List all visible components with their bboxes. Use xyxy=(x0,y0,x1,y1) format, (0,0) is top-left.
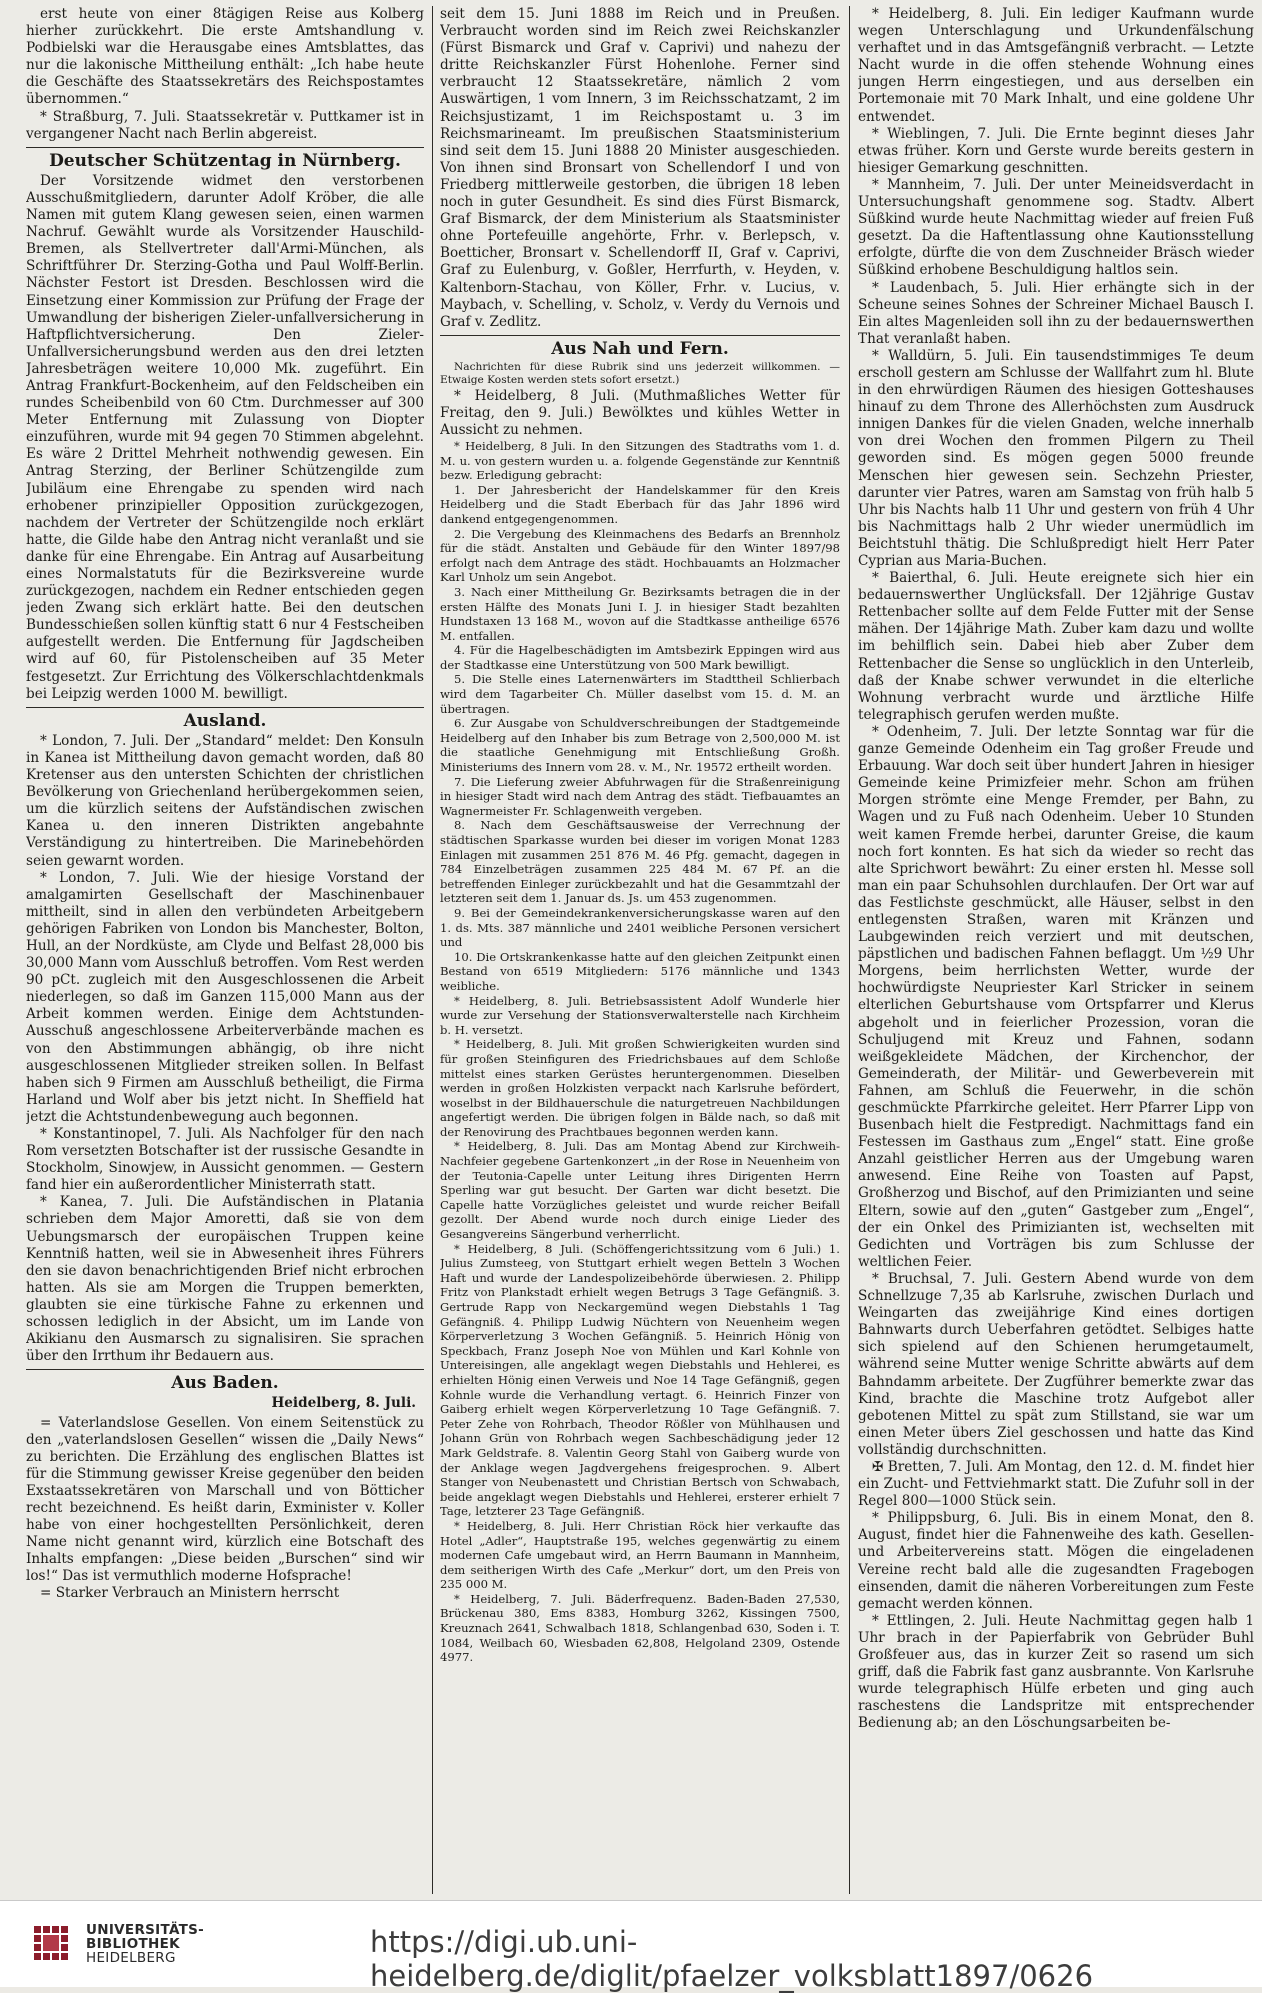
article-paragraph: = Vaterlandslose Gesellen. Von einem Seitenstück zu den „vaterlandslosen Gesellen“ wissen die „Daily News“ zu berichten. Die Erzählung des englischen Blattes ist für die Stimmung gewisser Kreise gegenüber den beiden Exstaatssekretären von Marschall und von Bötticher recht bezeichnend. Es heißt darin, Exminister v. Koller habe von einer hochgestellten Persönlichkeit, deren Name nicht genannt wird, kürzlich eine Botschaft des Inhalts empfangen: „Diese beiden „Burschen“ sind wir los!“ Das ist vermuthlich moderne Hofsprache! xyxy=(26,1414,424,1585)
article-paragraph: 1. Der Jahresbericht der Handelskammer für den Kreis Heidelberg und die Stadt Eberbach für das Jahr 1896 wird dankend entgegengenommen. xyxy=(440,482,840,526)
column-3 xyxy=(858,6,1254,1894)
column-2 xyxy=(440,6,840,1894)
article-paragraph: * Heidelberg, 8 Juli. In den Sitzungen des Stadtraths vom 1. d. M. u. von gestern wurden u. a. folgende Gegenstände zur Kenntniß bezw. Erledigung gebracht: xyxy=(440,438,840,483)
article-paragraph: seit dem 15. Juni 1888 im Reich und in Preußen. Verbraucht worden sind im Reich zwei Reichskanzler (Fürst Bismarck und Graf v. Caprivi) und nahezu der dritte Reichskanzler Fürst Hohenlohe. Ferner sind verbraucht 12 Staatssekretäre, nämlich 2 vom Auswärtigen, 1 vom Innern, 3 im Reichsschatzamt, 2 im Reichsjustizamt, 1 im Reichspostamt u. 3 im Reichsmarineamt. Im preußischen Staatsministerium sind seit dem 15. Juni 1888 20 Minister ausgeschieden. Von ihnen sind Bronsart von Schellendorf I und von Friedberg mittlerweile gestorben, die übrigen 18 leben noch in guter Gesundheit. Es sind dies Fürst Bismarck, Graf Bismarck, der dem Ministerium als Staatsminister ohne Portefeuille angehörte, Frhr. v. Berlepsch, v. Boetticher, Bronsart v. Schellendorff II, Graf v. Caprivi, Graf zu Eulenburg, v. Goßler, Herrfurth, v. Heyden, v. Kaltenborn-Stachau, von Köller, Frhr. v. Lucius, v. Maybach, v. Schelling, v. Scholz, v. Verdy du Vernois und Graf v. Zedlitz. xyxy=(440,6,840,330)
article-paragraph: * Mannheim, 7. Juli. Der unter Meineidsverdacht in Untersuchungshaft genommene sog. Stadtv. Albert Süßkind wurde heute Nachmittag wieder auf freien Fuß gesetzt. Da die Haftentlassung ohne Kautionsstellung erfolgte, dürfte die von dem Zuschneider Bräsch wieder Süßkind erhobene Beschuldigung haltlos sein. xyxy=(858,176,1254,279)
article-paragraph: * Ettlingen, 2. Juli. Heute Nachmittag gegen halb 1 Uhr brach in der Papierfabrik von Gebrüder Buhl Großfeuer aus, das in kurzer Zeit so rasend um sich griff, daß die Fabrik fast ganz ausbrannte. Von Karlsruhe wurde telegraphisch Hülfe erbeten und ging auch raschestens die Landspritze mit entsprechender Bedienung ab; an den Löschungsarbeiten be- xyxy=(858,1612,1254,1732)
article-paragraph: 7. Die Lieferung zweier Abfuhrwagen für die Straßenreinigung in hiesiger Stadt wird nach dem Antrag des städt. Tiefbauamtes an Wagnermeister Fr. Schlagenweith vergeben. xyxy=(440,774,840,818)
article-paragraph: erst heute von einer 8tägigen Reise aus Kolberg hierher zurückkehrt. Die erste Amtshandlung v. Podbielski war die Herausgabe eines Amtsblattes, das nur die lakonische Mittheilung enthält: „Ich habe heute die Geschäfte des Staatssekretärs des Reichspostamtes übernommen.“ xyxy=(26,6,424,108)
article-paragraph: * Heidelberg, 8. Juli. Das am Montag Abend zur Kirchweih-Nachfeier gegebene Gartenkonzert „in der Rose in Neuenheim von der Teutonia-Capelle unter Leitung ihres Dirigenten Herrn Sperling war gut besucht. Der Garten war dicht besetzt. Die Capelle hatte Vorzügliches geleistet und wurde reicher Beifall gezollt. Der Abend wurde noch durch einige Lieder des Gesangvereins Sängerbund verherrlicht. xyxy=(440,1139,840,1242)
rubric-note: Nachrichten für diese Rubrik sind uns jederzeit willkommen. — Etwaige Kosten werden stets sofort ersetzt.) xyxy=(440,360,840,387)
article-paragraph: 3. Nach einer Mittheilung Gr. Bezirksamts betragen die in der ersten Hälfte des Monats Juni I. J. in hiesiger Stadt bezahlten Hundstaxen 13 168 M., wovon auf die Stadtkasse antheilige 6576 M. entfallen. xyxy=(440,584,840,643)
article-paragraph: * Heidelberg, 8 Juli. (Muthmaßliches Wetter für Freitag, den 9. Juli.) Bewölktes und kühles Wetter in Aussicht zu nehmen. xyxy=(440,387,840,438)
article-paragraph: * Heidelberg, 7. Juli. Bäderfrequenz. Baden-Baden 27,530, Brückenau 380, Ems 8383, Homburg 3262, Kissingen 7500, Kreuznach 2641, Schwalbach 1818, Schlangenbad 630, Soden i. T. 1084, Weilbach 60, Wiesbaden 62,808, Helgoland 2309, Ostende 4977. xyxy=(440,1591,840,1665)
library-name xyxy=(86,1923,204,1965)
article-paragraph: * Philippsburg, 6. Juli. Bis in einem Monat, den 8. August, findet hier die Fahnenweihe des kath. Gesellen- und Arbeitervereins statt. Mögen die eingeladenen Vereine recht bald alle die zugesandten Fragebogen einsenden, damit die näheren Vorbereitungen zum Feste gemacht werden können. xyxy=(858,1510,1254,1612)
article-paragraph: 9. Bei der Gemeindekrankenversicherungskasse waren auf den 1. ds. Mts. 387 männliche und 2401 weibliche Personen versichert und xyxy=(440,905,840,950)
library-name-line1: UNIVERSITÄTS- xyxy=(86,1922,205,1938)
article-paragraph: * Straßburg, 7. Juli. Staatssekretär v. Puttkamer ist in vergangener Nacht nach Berlin abgereist. xyxy=(26,108,424,142)
permalink-url[interactable]: https://digi.ub.uni-heidelberg.de/diglit/pfaelzer_volksblatt1897/0626 xyxy=(370,1925,1094,1993)
article-paragraph: * Bruchsal, 7. Juli. Gestern Abend wurde von dem Schnellzuge 7,35 ab Karlsruhe, zwischen Durlach und Weingarten das zweijährige Kind eines dortigen Bahnwarts durch Ueberfahren getödtet. Selbiges hatte sich spielend auf den Schienen herumgetaumelt, während seine Mutter wenige Schritte abwärts auf dem Bahndamm arbeitete. Der Zugführer bemerkte zwar das Kind, brachte die Maschine trotz Aufgebot aller gebotenen Mittel zu spät zum Stillstand, sie war um einen Meter übers Ziel geschossen und hatte das Kind vollständig durchschnitten. xyxy=(858,1270,1254,1458)
section-heading: Aus Nah und Fern. xyxy=(440,335,840,358)
article-paragraph: * London, 7. Juli. Der „Standard“ meldet: Den Konsuln in Kanea ist Mittheilung davon gemacht worden, daß 80 Kretenser aus den untersten Schichten der christlichen Bevölkerung von Griechenland herübergekommen seien, um die kürzlich seitens der Aufständischen zwischen Kanea u. den inneren Distrikten angebahnte Verständigung zu hintertreiben. Die Marinebehörden seien gewarnt worden. xyxy=(26,732,424,869)
article-paragraph: ✠ Bretten, 7. Juli. Am Montag, den 12. d. M. findet hier ein Zucht- und Fettviehmarkt statt. Die Zufuhr soll in der Regel 800—1000 Stück sein. xyxy=(858,1458,1254,1510)
library-name-line3: HEIDELBERG xyxy=(86,1950,176,1966)
article-paragraph: 4. Für die Hagelbeschädigten im Amtsbezirk Eppingen wird aus der Stadtkasse eine Unterstützung von 500 Mark bewilligt. xyxy=(440,643,840,672)
university-seal-icon xyxy=(30,1922,72,1964)
dateline: Heidelberg, 8. Juli. xyxy=(271,1395,416,1412)
article-paragraph: * London, 7. Juli. Wie der hiesige Vorstand der amalgamirten Gesellschaft der Maschinenbauer mittheilt, sind in allen den verbündeten Arbeitgebern gehörigen Fabriken von London bis Manchester, Bolton, Hull, an der Nordküste, am Clyde und Belfast 28,000 bis 30,000 Mann vom Ausschluß betroffen. Vom Rest werden 90 pCt. zugleich mit den Ausgeschlossenen die Arbeit niederlegen, so daß im Ganzen 115,000 Mann aus der Arbeit kommen werden. Einige dem Achtstunden-Ausschuß angeschlossene Arbeiterverbände machen es von den Abstimmungen abhängig, ob ihre nicht ausgeschlossenen Mitglieder streiken sollen. In Belfast haben sich 9 Firmen am Ausschluß betheiligt, die Firma Harland und Wolf aber bis jetzt nicht. In Sheffield hat jetzt die Achtstundenbewegung auch begonnen. xyxy=(26,869,424,1125)
section-heading: Ausland. xyxy=(26,707,424,730)
article-paragraph: = Starker Verbrauch an Ministern herrscht xyxy=(40,1585,340,1602)
article-paragraph: 8. Nach dem Geschäftsausweise der Verrechnung der städtischen Sparkasse wurden bei dieser im vorigen Monat 1283 Einlagen mit zusammen 251 876 M. 46 Pfg. gemacht, dagegen in 784 Einzelbeträgen zusammen 225 484 M. 67 Pf. an die betreffenden Einleger zurückbezahlt und hat die Gesammtzahl der letzteren seit dem 1. Januar ds. Js. um 453 zugenommen. xyxy=(440,818,840,906)
column-divider xyxy=(849,6,850,1894)
article-paragraph: * Heidelberg, 8. Juli. Mit großen Schwierigkeiten wurden sind für großen Steinfiguren des Friedrichsbaues auf dem Schloße mittelst eines starken Gerüstes heruntergenommen. Dieselben werden in großen Holzkisten verpackt nach Karlsruhe befördert, woselbst in der Bildhauerschule die naturgetreuen Nachbildungen angefertigt werden. Die übrigen folgen in Bälde nach, so daß mit der Renovirung des Prachtbaues begonnen werden kann. xyxy=(440,1037,840,1139)
article-paragraph: * Heidelberg, 8. Juli. Ein lediger Kaufmann wurde wegen Unterschlagung und Urkundenfälschung verhaftet und in das Amtsgefängniß verbracht. — Letzte Nacht wurde in die offen stehende Wohnung eines jungen Herrn eingestiegen, und aus derselben ein Portemonaie mit 70 Mark Inhalt, und eine goldene Uhr entwendet. xyxy=(858,6,1254,125)
article-paragraph: 2. Die Vergebung des Kleinmachens des Bedarfs an Brennholz für die städt. Anstalten und Gebäude für den Winter 1897/98 erfolgt nach dem Antrage des städt. Hochbauamts an Holzmacher Karl Unholz um sein Angebot. xyxy=(440,526,840,585)
article-paragraph: * Odenheim, 7. Juli. Der letzte Sonntag war für die ganze Gemeinde Odenheim ein Tag großer Freude und Erbauung. War doch seit über hundert Jahren in hiesiger Gemeinde keine Primizfeier mehr. Schon am frühen Morgen strömte eine Menge Fremder, per Bahn, zu Wagen und zu Fuß nach Odenheim. Ueber 10 Stunden weit kamen Fremde herbei, darunter Greise, die kaum noch fort konnten. Es hat sich da wieder so recht das alte Sprichwort bewährt: Zu einer ersten hl. Messe soll man ein paar Schuhsohlen durchlaufen. Der Ort war auf das Festlichste geschmückt, alle Häuser, selbst in den entlegensten Straßen, waren mit Kränzen und Laubgewinden reich verziert und mit deutschen, päpstlichen und badischen Fahnen beflaggt. Um ½9 Uhr Morgens, beim herrlichsten Wetter, wurde der hochwürdigste Neupriester Karl Stricker in seinem elterlichen Geburtshause vom Ortspfarrer und Klerus abgeholt und in feierlicher Prozession, voran die Schuljugend mit Kreuz und Fahnen, sodann weißgekleidete Mädchen, der Kirchenchor, der Gemeinderath, der Militär- und Gewerbeverein mit Fahnen, am Schluß die Feuerwehr, in die schön geschmückte Pfarrkirche geleitet. Herr Pfarrer Lipp von Busenbach hielt die Festpredigt. Nachmittags fand ein Festessen im Gasthaus zum „Engel“ statt. Eine große Anzahl geistlicher Herren aus der Umgebung waren anwesend. Eine Reihe von Toasten auf Papst, Großherzog und Bischof, auf den Primizianten und seine Eltern, sowie auf den „guten“ Gastgeber zum „Engel“, der ein Onkel des Primizianten ist, wechselten mit Gedichten und Vorträgen bis zum Schlusse der weltlichen Feier. xyxy=(858,723,1254,1270)
article-paragraph: Der Vorsitzende widmet den verstorbenen Ausschußmitgliedern, darunter Adolf Kröber, die alle Namen mit gutem Klang gewesen seien, einen warmen Nachruf. Gewählt wurde als Vorsitzender Hauschild-Bremen, als Stellvertreter dall'Armi-München, als Schriftführer Dr. Sterzing-Gotha und Paul Wolff-Berlin. Nächster Festort ist Dresden. Beschlossen wird die Einsetzung einer Kommission zur Prüfung der Frage der Umwandlung der bisherigen Zieler-unfallversicherung in Haftpflichtversicherung. Den Zieler-Unfallversicherungsbund werden aus den drei letzten Jahresbeträgen weitere 10,000 Mk. zugeführt. Ein Antrag Frankfurt-Bockenheim, auf den Feldscheiben ein rundes Scheibenbild von 60 Ctm. Durchmesser auf 300 Meter Entfernung mit Zulassung von Diopter einzuführen, wurde mit 94 gegen 70 Stimmen abgelehnt. Es wäre 2 Drittel Mehrheit nothwendig gewesen. Ein Antrag Sterzing, der Berliner Schützengilde zum Jubiläum eine Ehrengabe zu spenden wird nach erhobener prinzipieller Opposition zurückgezogen, nachdem der Vertreter der Schützengilde noch erklärt hatte, die Gilde habe den Antrag nicht veranlaßt und sie danke für eine Ehrengabe. Ein Antrag auf Ausarbeitung eines Normalstatuts für die Bezirksvereine wurde zurückgezogen, nachdem ein Redner entschieden gegen jeden Zwang sich erklärt hatte. Bei den deutschen Bundesschießen sollen künftig statt 6 nur 4 Festscheiben aufgestellt werden. Die Entfernung für Jagdscheiben wird auf 60, für Pistolenscheiben auf 35 Meter festgesetzt. Zur Errichtung des Völkerschlachtdenkmals bei Leipzig werden 1000 M. bewilligt. xyxy=(26,172,424,702)
article-paragraph: * Wieblingen, 7. Juli. Die Ernte beginnt dieses Jahr etwas früher. Korn und Gerste wurde bereits gestern in hiesiger Gemarkung geschnitten. xyxy=(858,125,1254,176)
article-paragraph: * Konstantinopel, 7. Juli. Als Nachfolger für den nach Rom versetzten Botschafter ist der russische Gesandte in Stockholm, Sinowjew, in Aussicht genommen. — Gestern fand hier ein außerordentlicher Ministerrath statt. xyxy=(26,1126,424,1194)
article-paragraph: * Heidelberg, 8 Juli. (Schöffengerichtssitzung vom 6 Juli.) 1. Julius Zumsteeg, von Stuttgart erhielt wegen Betteln 3 Wochen Haft und wurde der Landespolizeibehörde überwiesen. 2. Philipp Fritz von Plankstadt erhielt wegen Betrugs 3 Tage Gefängniß. 3. Gertrude Rapp von Neckargemünd wegen Diebstahls 1 Tag Gefängniß. 4. Philipp Ludwig Nüchtern von Neuenheim wegen Körperverletzung 3 Wochen Gefängniß. 5. Heinrich Hönig von Speckbach, Franz Joseph Noe von Mühlen und Karl Kohnle von Untereisingen, alle angeklagt wegen Diebstahls und Hehlerei, es erhielten Hönig einen Verweis und Noe 14 Tage Gefängniß, gegen Kohnle wurde die Verhandlung vertagt. 6. Heinrich Finzer von Gaiberg erhielt wegen Körperverletzung 10 Tage Gefängniß. 7. Peter Zehe von Rohrbach, Theodor Rößler von Mühlhausen und Johann Grün von Rohrbach wegen Sachbeschädigung jeder 12 Mark Geldstrafe. 8. Valentin Georg Stahl von Gaiberg wurde von der Anklage wegen Jagdvergehens freigesprochen. 9. Albert Stanger von Neubenastett und Christian Bertsch von Schwabach, beide angeklagt wegen Diebstahls und Hehlerei, ersterer erhielt 7 Tage, letzterer 23 Tage Gefängniß. xyxy=(440,1241,840,1519)
library-name-line2: BIBLIOTHEK xyxy=(86,1936,180,1952)
article-paragraph: * Heidelberg, 8. Juli. Betriebsassistent Adolf Wunderle hier wurde zur Versehung der Stationsverwalterstelle nach Kirchheim b. H. versetzt. xyxy=(440,993,840,1037)
column-1 xyxy=(26,6,424,1894)
article-paragraph: * Laudenbach, 5. Juli. Hier erhängte sich in der Scheune seines Sohnes der Schreiner Michael Bausch I. Ein altes Magenleiden soll ihn zu der bedauernswerthen That veranlaßt haben. xyxy=(858,279,1254,347)
article-paragraph: * Kanea, 7. Juli. Die Aufständischen in Platania schrieben dem Major Amoretti, daß sie von dem Uebungsmarsch der europäischen Truppen keine Kenntniß hatten, weil sie in Abwesenheit ihres Führers den sie davon benachrichtigenden Brief nicht erbrochen hatten. Als sie am Morgen die Truppen bemerkten, glaubten sie eine türkische Fahne zu erkennen und schossen lediglich in der Absicht, um im Lande von Akikianu den Ausmarsch zu signalisiren. Sie sprachen über den Irrthum ihr Bedauern aus. xyxy=(26,1194,424,1365)
article-paragraph: 5. Die Stelle eines Laternenwärters im Stadttheil Schlierbach wird dem Tagarbeiter Ch. Müller daselbst vom 15. d. M. an übertragen. xyxy=(440,672,840,716)
article-paragraph: 6. Zur Ausgabe von Schuldverschreibungen der Stadtgemeinde Heidelberg auf den Inhaber bis zum Betrage von 2,500,000 M. ist die staatliche Genehmigung mit Entschließung Großh. Ministeriums des Innern vom 28. v. M., Nr. 19572 ertheilt worden. xyxy=(440,716,840,775)
column-divider xyxy=(432,6,433,1894)
article-paragraph: * Heidelberg, 8. Juli. Herr Christian Röck hier verkaufte das Hotel „Adler“, Hauptstraße 195, welches gegenwärtig zu einem modernen Cafe umgebaut wird, an Herrn Baumann in Mannheim, dem seitherigen Wirth des Cafe „Merkur“ dort, um den Preis von 235 000 M. xyxy=(440,1518,840,1592)
section-heading: Deutscher Schützentag in Nürnberg. xyxy=(26,147,424,170)
article-paragraph: 10. Die Ortskrankenkasse hatte auf den gleichen Zeitpunkt einen Bestand von 6519 Mitgliedern: 5176 männliche und 1343 weibliche. xyxy=(440,949,840,993)
article-paragraph: * Baierthal, 6. Juli. Heute ereignete sich hier ein bedauernswerther Unglücksfall. Der 12jährige Gustav Rettenbacher sollte auf dem Felde Futter mit der Sense mähen. Der 14jährige Math. Zuber kam dazu und wollte im behilflich sein. Dabei hieb aber Zuber dem Rettenbacher die Sense so unglücklich in den Unterleib, daß der Knabe schwer verwundet in die elterliche Wohnung verbracht wurde und ärztliche Hilfe telegraphisch gerufen werden mußte. xyxy=(858,570,1254,723)
article-paragraph: * Walldürn, 5. Juli. Ein tausendstimmiges Te deum erscholl gestern am Schlusse der Wallfahrt zum hl. Blute in den ehrwürdigen Räumen des hiesigen Gotteshauses hinauf zu dem Throne des Allerhöchsten zum Ausdruck innigen Dankes für die vielen Gnaden, welche innerhalb von drei Wochen den frommen Pilgern zu Theil geworden sind. Es mögen gegen 5000 freunde Menschen hier gewesen sein. Sechzehn Priester, darunter vier Patres, waren am Samstag von früh halb 5 Uhr bis Nachts halb 11 Uhr und gestern von früh 4 Uhr bis Nachmittags halb 2 Uhr wieder unermüdlich im Beichtstuhl thätig. Die Schlußpredigt hielt Herr Pater Cyprian aus Maria-Buchen. xyxy=(858,347,1254,569)
library-footer xyxy=(0,1900,1262,1993)
section-heading: Aus Baden. xyxy=(26,1369,424,1392)
